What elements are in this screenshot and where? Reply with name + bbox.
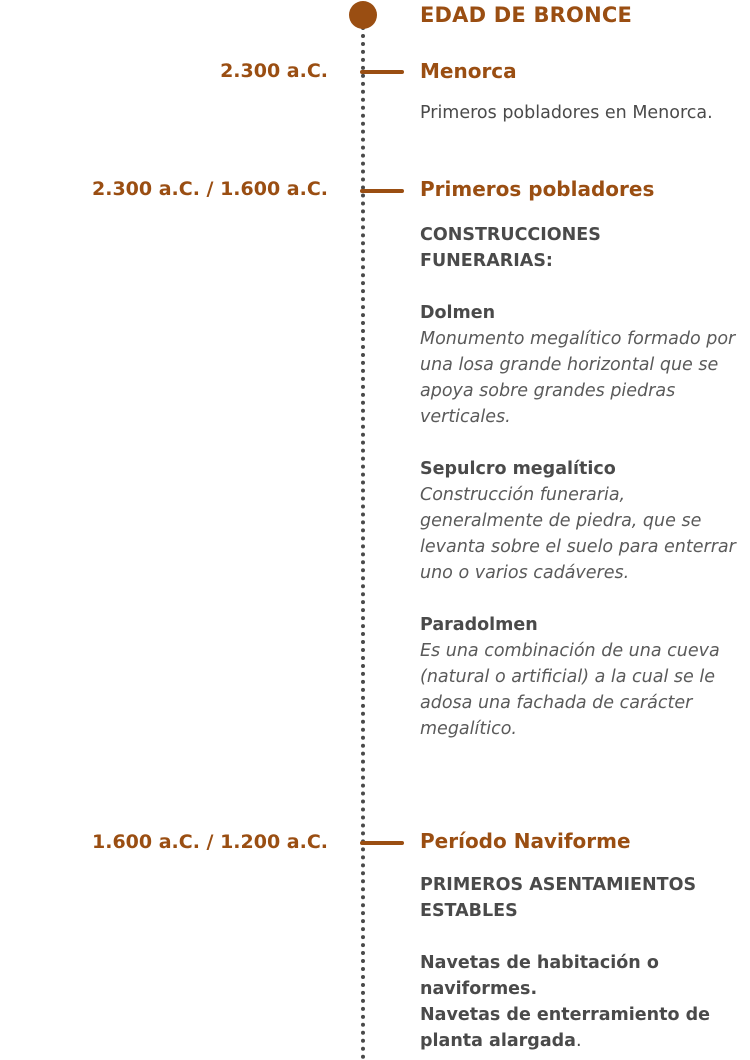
list-item (420, 1002, 738, 1054)
list-item: Navetas de habitación o naviformes. (420, 953, 659, 999)
event-title: Menorca (420, 59, 517, 83)
term-definition: Monumento megalítico formado por una losa grande horizontal que se apoya sobre grandes piedras verticales. (420, 329, 736, 427)
event-date: 2.300 a.C. (220, 60, 328, 82)
event-description (420, 100, 738, 126)
term-title: Sepulcro megalítico (420, 459, 616, 479)
event-tick (360, 189, 404, 193)
event-description (420, 872, 738, 1054)
event-title: Primeros pobladores (420, 177, 655, 201)
event-tick (360, 70, 404, 74)
list-item-text: Navetas de enterramiento de planta alargada (420, 1005, 710, 1051)
timeline-line (361, 26, 365, 1060)
event-text: Primeros pobladores en Menorca. (420, 103, 713, 123)
event-date: 2.300 a.C. / 1.600 a.C. (92, 178, 328, 200)
event-tick (360, 841, 404, 845)
section-heading: PRIMEROS ASENTAMIENTOS ESTABLES (420, 875, 697, 921)
list-item-suffix: . (575, 1031, 582, 1051)
event-title: Período Naviforme (420, 829, 631, 853)
term-definition: Es una combinación de una cueva (natural o artificial) a la cual se le adosa una fachada de carácter megalítico. (420, 641, 720, 739)
section-heading: CONSTRUCCIONES FUNERARIAS: (420, 225, 601, 271)
era-marker-dot (349, 1, 377, 29)
event-date: 1.600 a.C. / 1.200 a.C. (92, 831, 328, 853)
era-title: EDAD DE BRONCE (420, 3, 633, 27)
term-title: Paradolmen (420, 615, 538, 635)
term-title: Dolmen (420, 303, 496, 323)
event-description (420, 222, 738, 742)
term-definition: Construcción funeraria, generalmente de piedra, que se levanta sobre el suelo para enterrar uno o varios cadáveres. (420, 485, 736, 583)
